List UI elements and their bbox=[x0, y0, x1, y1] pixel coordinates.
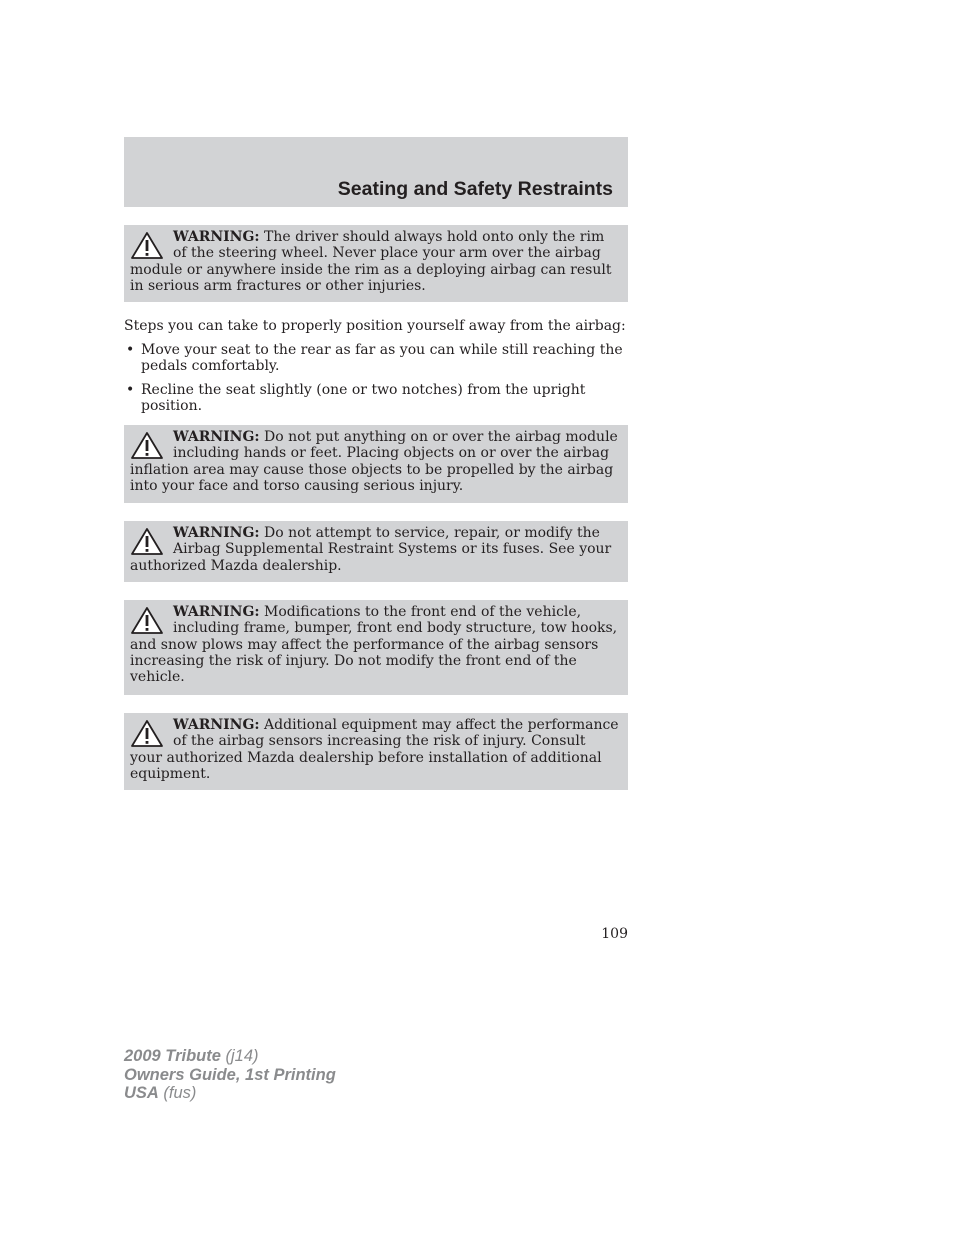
warning-label: WARNING: bbox=[173, 429, 260, 445]
bullet-text: Recline the seat slightly (one or two notches) from the upright position. bbox=[141, 381, 586, 414]
footer-model: 2009 Tribute bbox=[124, 1047, 221, 1065]
warning-box-front-end-modifications bbox=[124, 600, 628, 695]
warning-triangle-icon bbox=[130, 231, 164, 261]
warning-box-steering-wheel bbox=[124, 225, 628, 302]
warning-text: Modifications to the front end of the vehicle, including frame, bumper, front end body structure, tow hooks, and snow plows may affect the performance of the airbag sensors increasing the risk of injury. Do not modify the front end of the vehicle. bbox=[130, 604, 618, 686]
page-number: 109 bbox=[601, 926, 628, 942]
warning-label: WARNING: bbox=[173, 717, 260, 733]
footer-guide: Owners Guide, 1st Printing bbox=[124, 1065, 336, 1084]
warning-text: Additional equipment may affect the performance of the airbag sensors increasing the risk of injury. Consult your authorized Mazda dealership before installation of additional equipment. bbox=[130, 717, 619, 782]
warning-triangle-icon bbox=[130, 527, 164, 557]
list-item bbox=[124, 382, 628, 415]
warning-box-additional-equipment bbox=[124, 713, 628, 790]
bullet-symbol: • bbox=[126, 381, 135, 398]
warning-label: WARNING: bbox=[173, 604, 260, 620]
warning-text: The driver should always hold onto only the rim of the steering wheel. Never place your arm over the airbag module or anywhere inside the rim as a deploying airbag can result in serious arm fractures or other injuries. bbox=[130, 229, 612, 294]
footer-market: USA bbox=[124, 1084, 159, 1102]
warning-triangle-icon bbox=[130, 431, 164, 461]
warning-triangle-icon bbox=[130, 606, 164, 636]
list-item bbox=[124, 342, 628, 375]
footer-line-model bbox=[124, 1047, 336, 1066]
warning-label: WARNING: bbox=[173, 229, 260, 245]
footer-line-guide bbox=[124, 1066, 336, 1085]
document-footer bbox=[124, 1047, 336, 1103]
footer-model-code: (j14) bbox=[220, 1047, 259, 1065]
section-header bbox=[124, 137, 628, 207]
footer-market-code: (fus) bbox=[158, 1084, 197, 1102]
warning-text: Do not put anything on or over the airbag module including hands or feet. Placing objects on or over the airbag inflation area may cause those objects to be propelled by the airbag into your face and torso causing serious injury. bbox=[130, 429, 618, 494]
warning-triangle-icon bbox=[130, 719, 164, 749]
intro-text: Steps you can take to properly position yourself away from the airbag: bbox=[124, 318, 626, 334]
position-steps-list bbox=[124, 342, 628, 421]
bullet-text: Move your seat to the rear as far as you can while still reaching the pedals comfortably. bbox=[141, 342, 623, 375]
warning-box-objects-on-module bbox=[124, 425, 628, 503]
section-title: Seating and Safety Restraints bbox=[337, 178, 613, 200]
footer-line-market bbox=[124, 1084, 336, 1103]
warning-label: WARNING: bbox=[173, 525, 260, 541]
bullet-symbol: • bbox=[126, 342, 135, 358]
warning-text: Do not attempt to service, repair, or modify the Airbag Supplemental Restraint Systems or its fuses. See your authorized Mazda dealership. bbox=[130, 525, 612, 574]
warning-box-service-repair bbox=[124, 521, 628, 582]
